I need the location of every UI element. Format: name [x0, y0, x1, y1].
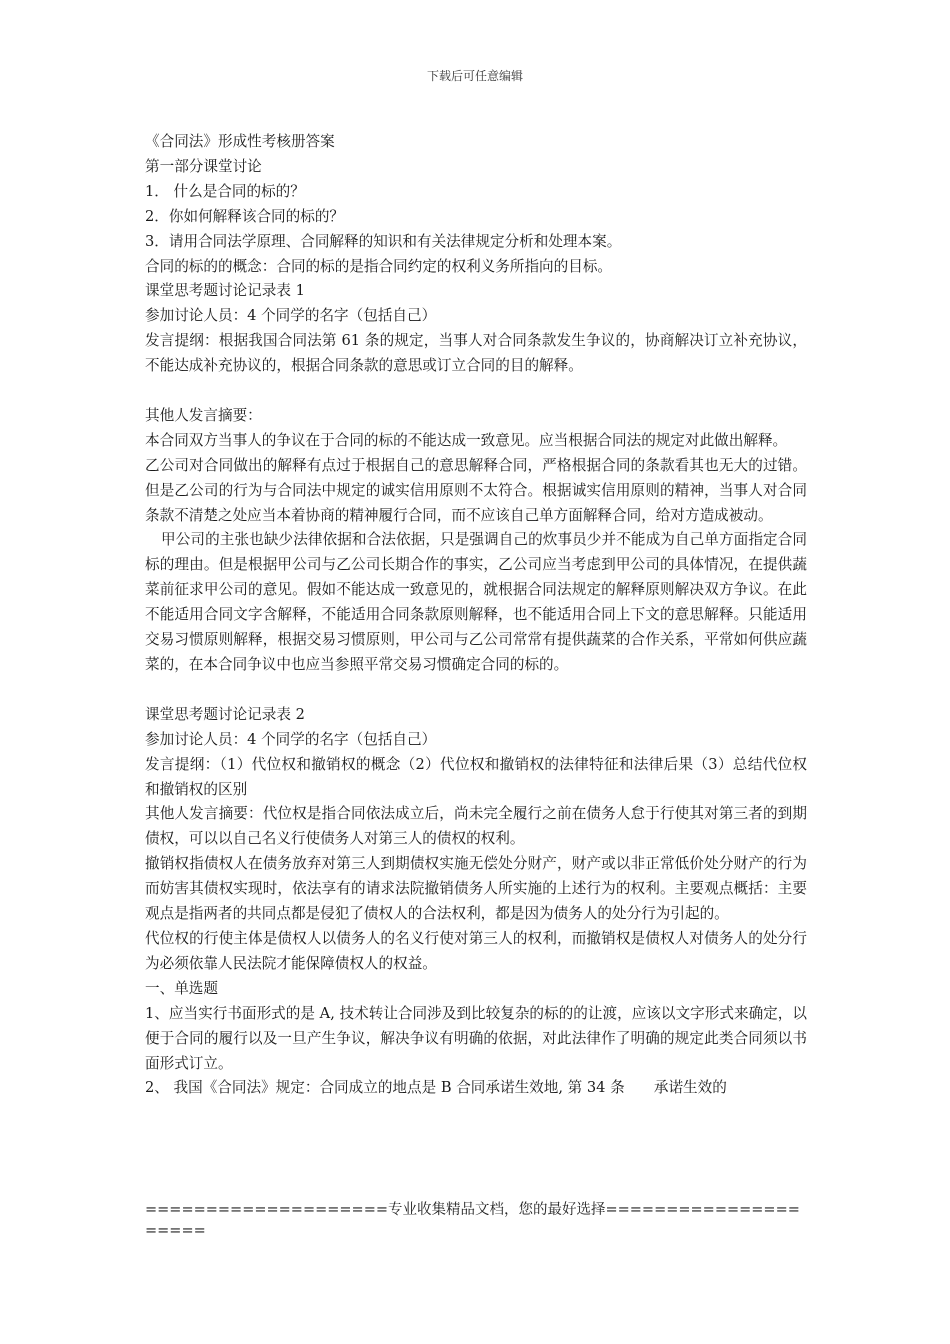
paragraph: 代位权的行使主体是债权人以债务人的名义行使对第三人的权利，而撤销权是债权人对债务人的处分行为必须依靠人民法院才能保障债权人的权益。: [145, 929, 807, 972]
question-2: 2．你如何解释该合同的标的？: [145, 207, 345, 225]
paragraph: 本合同双方当事人的争议在于合同的标的不能达成一致意见。应当根据合同法的规定对此做出解释。: [145, 431, 788, 449]
paragraph: 撤销权指债权人在债务放弃对第三人到期债权实施无偿处分财产，财产或以非正常低价处分财产的行为而妨害其债权实现时，依法享有的请求法院撤销债务人所实施的上述行为的权利。主要观点概括：主要观点是指两者的共同点都是侵犯了债权人的合法权利，都是因为债务人的处分行为引起的。: [145, 855, 807, 923]
paragraph: 其他人发言摘要：代位权是指合同依法成立后，尚未完全履行之前在债务人怠于行使其对第三者的到期债权，可以以自己名义行使债务人对第三人的债权的权利。: [145, 805, 807, 848]
question-3: 3．请用合同法学原理、合同解释的知识和有关法律规定分析和处理本案。: [145, 232, 622, 250]
page-header: 下载后可任意编辑: [426, 69, 523, 83]
paragraph: 乙公司对合同做出的解释有点过于根据自己的意思解释合同，严格根据合同的条款看其也无大的过错。但是乙公司的行为与合同法中规定的诚实信用原则不太符合。根据诚实信用原则的精神，当事人对合同条款不清楚之处应当本着协商的精神履行合同，而不应该自己单方面解释合同，给对方造成被动。: [145, 456, 807, 524]
table1-title: 课堂思考题讨论记录表 1: [145, 282, 305, 300]
section-heading: 第一部分课堂讨论: [145, 157, 262, 175]
table1-outline: 发言提纲：根据我国合同法第 61 条的规定，当事人对合同条款发生争议的，协商解决订立补充协议，不能达成补充协议的，根据合同条款的意思或订立合同的目的解释。: [145, 332, 807, 375]
table2-title: 课堂思考题讨论记录表 2: [145, 705, 305, 723]
spacer: [145, 379, 807, 404]
table2-participants: 参加讨论人员：4 个同学的名字（包括自己）: [145, 730, 437, 748]
table1-participants: 参加讨论人员：4 个同学的名字（包括自己）: [145, 307, 437, 325]
others-summary-label: 其他人发言摘要：: [145, 406, 262, 424]
question-1: 1． 什么是合同的标的？: [145, 182, 305, 200]
answer-1: 1、应当实行书面形式的是 A, 技术转让合同涉及到比较复杂的标的的让渡，应该以文字形式来确定，以便于合同的履行以及一旦产生争议，解决争议有明确的依据，对此法律作了明确的规定此类合同须以书面形式订立。: [145, 1004, 807, 1072]
spacer: [145, 678, 807, 703]
paragraph: 甲公司的主张也缺少法律依据和合法依据，只是强调自己的炊事员少并不能成为自己单方面指定合同标的理由。但是根据甲公司与乙公司长期合作的事实，乙公司应当考虑到甲公司的具体情况，在提供蔬菜前征求甲公司的意见。假如不能达成一致意见的，就根据合同法规定的解释原则解决双方争议。在此不能适用合同文字含解释，不能适用合同条款原则解释，也不能适用合同上下文的意思解释。只能适用交易习惯原则解释，根据交易习惯原则，甲公司与乙公司常常有提供蔬菜的合作关系，平常如何供应蔬菜的，在本合同争议中也应当参照平常交易习惯确定合同的标的。: [145, 531, 807, 674]
definition-paragraph: 合同的标的的概念：合同的标的是指合同约定的权利义务所指向的目标。: [145, 257, 613, 275]
answer-2: 2、 我国《合同法》规定：合同成立的地点是 B 合同承诺生效地, 第 34 条 承诺生效的: [145, 1079, 727, 1097]
page-footer: ====================专业收集精品文档，您的最好选择=====================: [145, 1202, 800, 1239]
document-body: [145, 130, 807, 1101]
section-heading: 一、单选题: [145, 979, 218, 997]
document-title: 《合同法》形成性考核册答案: [145, 133, 335, 150]
table2-outline: 发言提纲：（1）代位权和撤销权的概念（2）代位权和撤销权的法律特征和法律后果（3）总结代位权和撤销权的区别: [145, 755, 807, 798]
